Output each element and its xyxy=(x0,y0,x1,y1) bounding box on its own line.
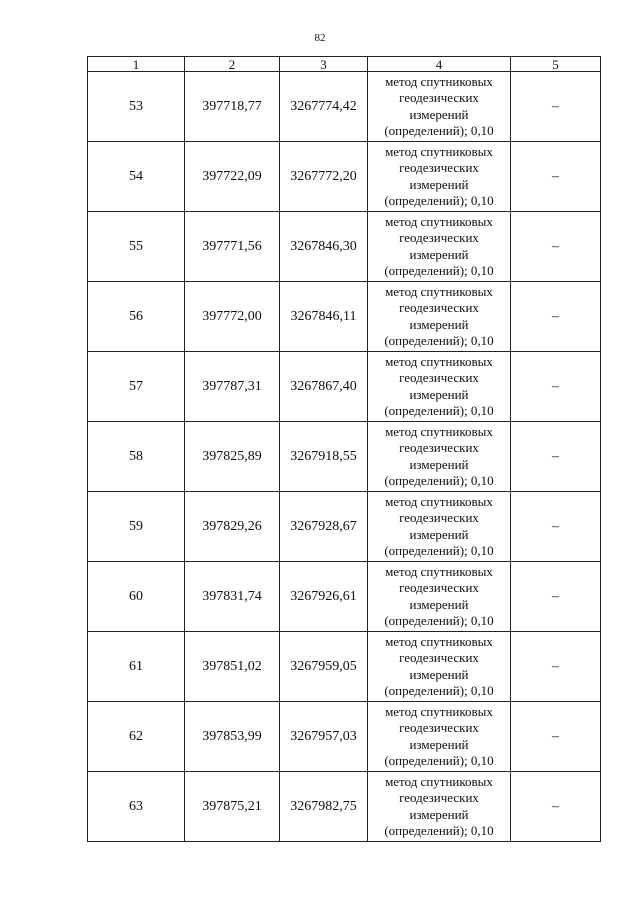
table-row xyxy=(88,212,601,282)
point-number-cell: 59 xyxy=(88,492,185,562)
point-number-cell: 55 xyxy=(88,212,185,282)
table-header-row xyxy=(88,57,601,72)
table-row xyxy=(88,702,601,772)
x-coordinate-cell: 397718,77 xyxy=(185,72,280,142)
x-coordinate-cell: 397831,74 xyxy=(185,562,280,632)
x-coordinate-cell: 397825,89 xyxy=(185,422,280,492)
point-number-cell: 56 xyxy=(88,282,185,352)
method-accuracy-cell: метод спутниковых геодезических измерений (определений); 0,10 xyxy=(368,632,511,702)
note-cell: – xyxy=(511,702,601,772)
point-number-cell: 61 xyxy=(88,632,185,702)
y-coordinate-cell: 3267867,40 xyxy=(280,352,368,422)
x-coordinate-cell: 397787,31 xyxy=(185,352,280,422)
point-number-cell: 53 xyxy=(88,72,185,142)
method-accuracy-cell: метод спутниковых геодезических измерений (определений); 0,10 xyxy=(368,492,511,562)
x-coordinate-cell: 397875,21 xyxy=(185,772,280,842)
table-row xyxy=(88,632,601,702)
column-header: 1 xyxy=(88,57,185,72)
table-row xyxy=(88,142,601,212)
column-header: 2 xyxy=(185,57,280,72)
table-row xyxy=(88,772,601,842)
table-row xyxy=(88,492,601,562)
x-coordinate-cell: 397829,26 xyxy=(185,492,280,562)
note-cell: – xyxy=(511,212,601,282)
note-cell: – xyxy=(511,632,601,702)
y-coordinate-cell: 3267846,30 xyxy=(280,212,368,282)
column-header: 4 xyxy=(368,57,511,72)
method-accuracy-cell: метод спутниковых геодезических измерений (определений); 0,10 xyxy=(368,142,511,212)
method-accuracy-cell: метод спутниковых геодезических измерений (определений); 0,10 xyxy=(368,562,511,632)
y-coordinate-cell: 3267774,42 xyxy=(280,72,368,142)
table-row xyxy=(88,422,601,492)
note-cell: – xyxy=(511,772,601,842)
method-accuracy-cell: метод спутниковых геодезических измерений (определений); 0,10 xyxy=(368,772,511,842)
y-coordinate-cell: 3267959,05 xyxy=(280,632,368,702)
method-accuracy-cell: метод спутниковых геодезических измерений (определений); 0,10 xyxy=(368,212,511,282)
column-header: 3 xyxy=(280,57,368,72)
method-accuracy-cell: метод спутниковых геодезических измерений (определений); 0,10 xyxy=(368,72,511,142)
note-cell: – xyxy=(511,492,601,562)
y-coordinate-cell: 3267928,67 xyxy=(280,492,368,562)
note-cell: – xyxy=(511,422,601,492)
table-row xyxy=(88,352,601,422)
y-coordinate-cell: 3267926,61 xyxy=(280,562,368,632)
y-coordinate-cell: 3267957,03 xyxy=(280,702,368,772)
x-coordinate-cell: 397772,00 xyxy=(185,282,280,352)
point-number-cell: 58 xyxy=(88,422,185,492)
coordinates-table xyxy=(87,56,601,842)
point-number-cell: 54 xyxy=(88,142,185,212)
note-cell: – xyxy=(511,142,601,212)
table-row xyxy=(88,72,601,142)
table-row xyxy=(88,562,601,632)
method-accuracy-cell: метод спутниковых геодезических измерений (определений); 0,10 xyxy=(368,422,511,492)
x-coordinate-cell: 397722,09 xyxy=(185,142,280,212)
x-coordinate-cell: 397853,99 xyxy=(185,702,280,772)
method-accuracy-cell: метод спутниковых геодезических измерений (определений); 0,10 xyxy=(368,702,511,772)
method-accuracy-cell: метод спутниковых геодезических измерений (определений); 0,10 xyxy=(368,282,511,352)
note-cell: – xyxy=(511,282,601,352)
point-number-cell: 60 xyxy=(88,562,185,632)
method-accuracy-cell: метод спутниковых геодезических измерений (определений); 0,10 xyxy=(368,352,511,422)
point-number-cell: 63 xyxy=(88,772,185,842)
y-coordinate-cell: 3267918,55 xyxy=(280,422,368,492)
point-number-cell: 57 xyxy=(88,352,185,422)
table-row xyxy=(88,282,601,352)
column-header: 5 xyxy=(511,57,601,72)
y-coordinate-cell: 3267772,20 xyxy=(280,142,368,212)
point-number-cell: 62 xyxy=(88,702,185,772)
page-number: 82 xyxy=(314,32,326,44)
x-coordinate-cell: 397771,56 xyxy=(185,212,280,282)
note-cell: – xyxy=(511,352,601,422)
y-coordinate-cell: 3267982,75 xyxy=(280,772,368,842)
x-coordinate-cell: 397851,02 xyxy=(185,632,280,702)
note-cell: – xyxy=(511,562,601,632)
y-coordinate-cell: 3267846,11 xyxy=(280,282,368,352)
note-cell: – xyxy=(511,72,601,142)
